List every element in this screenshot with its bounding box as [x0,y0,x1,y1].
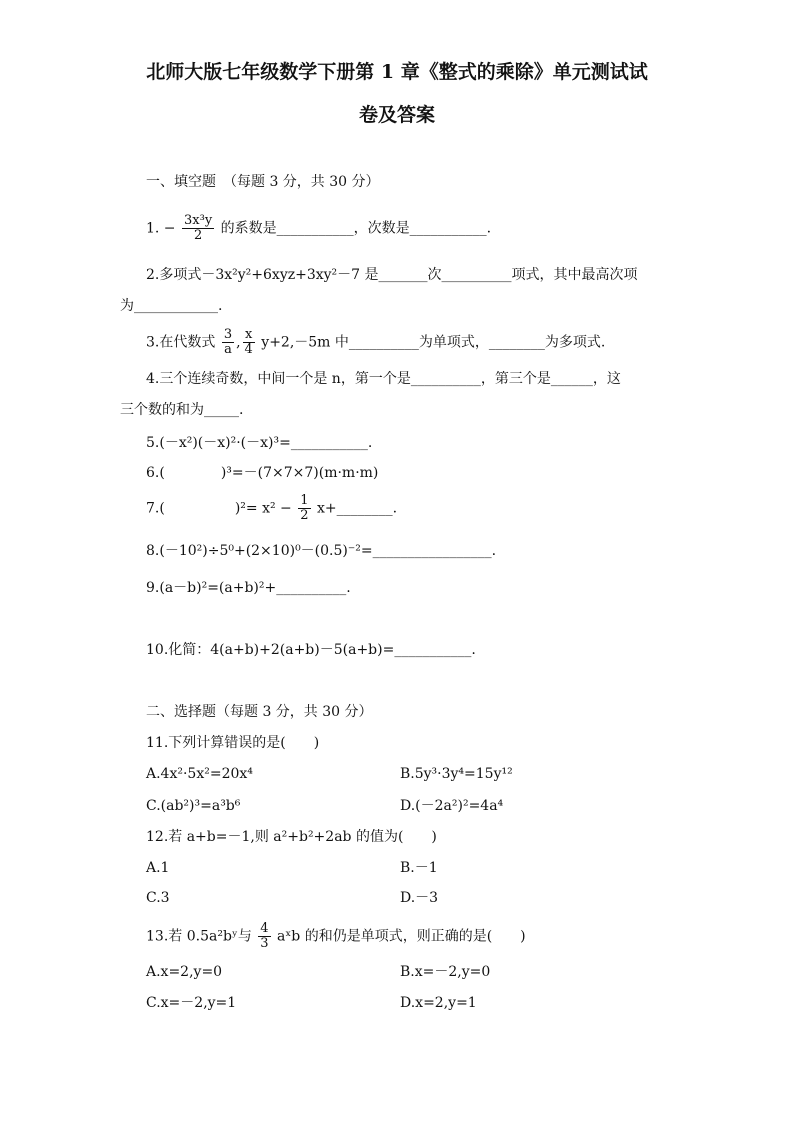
q3-suffix: y+2,－5m 中__________为单项式，________为多项式. [261,334,606,351]
q3-fraction-1 [222,328,234,357]
q13-frac-num: 4 [260,921,269,936]
question-9: 9.(a－b)²=(a+b)²+__________. [146,580,351,596]
question-10: 10.化简：4(a+b)+2(a+b)－5(a+b)=___________. [146,642,476,658]
q11-option-d: D.(－2a²)²=4a⁴ [400,798,504,814]
question-4-line1: 4.三个连续奇数，中间一个是 n，第一个是__________，第三个是______，这 [146,371,621,387]
question-2-line2: 为____________. [120,298,223,314]
question-7 [146,494,397,523]
q3-frac1-num: 3 [223,327,233,342]
question-1 [146,214,491,243]
q1-frac-den: 2 [193,228,203,243]
page-title-line2: 卷及答案 [358,104,435,126]
q13-option-d: D.x=2,y=1 [400,995,477,1011]
q13-frac-den: 3 [260,936,269,951]
q13-suffix: aˣb 的和仍是单项式，则正确的是( ) [277,928,526,945]
q1-prefix: 1. − [146,220,176,237]
q12-option-b: B.－1 [400,860,438,876]
q3-frac1-den: a [224,342,232,357]
q3-fraction-2 [243,328,255,357]
question-12-stem: 12.若 a+b=－1,则 a²+b²+2ab 的值为( ) [146,829,437,845]
q13-prefix: 13.若 0.5a²bʸ与 [146,928,252,945]
q1-fraction [182,214,214,243]
q3-sep: , [236,334,241,351]
question-11-stem: 11.下列计算错误的是( ) [146,735,320,751]
q12-option-c: C.3 [146,890,170,906]
page-title-line1: 北师大版七年级数学下册第 1 章《整式的乘除》单元测试试 [146,61,648,83]
q7-fraction [298,494,310,523]
q13-option-b: B.x=－2,y=0 [400,964,491,980]
q13-fraction [258,922,270,951]
q7-frac-num: 1 [300,493,309,508]
q7-prefix: 7.( )²= x² − [146,500,292,517]
q7-suffix: x+________. [316,500,398,517]
question-13-stem [146,922,526,951]
question-5: 5.(－x²)(－x)²·(－x)³=___________. [146,435,373,451]
question-2-line1: 2.多项式－3x²y²+6xyz+3xy²－7 是_______次__________项式，其中最高次项 [146,267,638,283]
q12-option-a: A.1 [146,860,170,876]
question-6: 6.( )³=－(7×7×7)(m·m·m) [146,465,379,481]
q7-frac-den: 2 [300,508,309,523]
section1-heading: 一、填空题 （每题 3 分，共 30 分） [146,174,380,190]
q1-frac-num: 3x³y [184,213,213,228]
q11-option-a: A.4x²·5x²=20x⁴ [146,766,253,782]
q11-option-c: C.(ab²)³=a³b⁶ [146,798,241,814]
q3-frac2-den: 4 [244,342,253,357]
section2-heading: 二、选择题（每题 3 分，共 30 分） [146,704,373,720]
question-3 [146,328,605,357]
q3-prefix: 3.在代数式 [146,334,216,351]
q3-frac2-num: x [243,328,255,343]
q1-suffix: 的系数是___________，次数是___________. [220,220,492,237]
q11-option-b: B.5y³·3y⁴=15y¹² [400,766,513,782]
q12-option-d: D.－3 [400,890,439,906]
question-8: 8.(－10²)÷5⁰+(2×10)⁰－(0.5)⁻²=_________________. [146,543,497,559]
q13-option-c: C.x=－2,y=1 [146,995,237,1011]
question-4-line2: 三个数的和为_____. [120,402,244,418]
q13-option-a: A.x=2,y=0 [146,964,223,980]
